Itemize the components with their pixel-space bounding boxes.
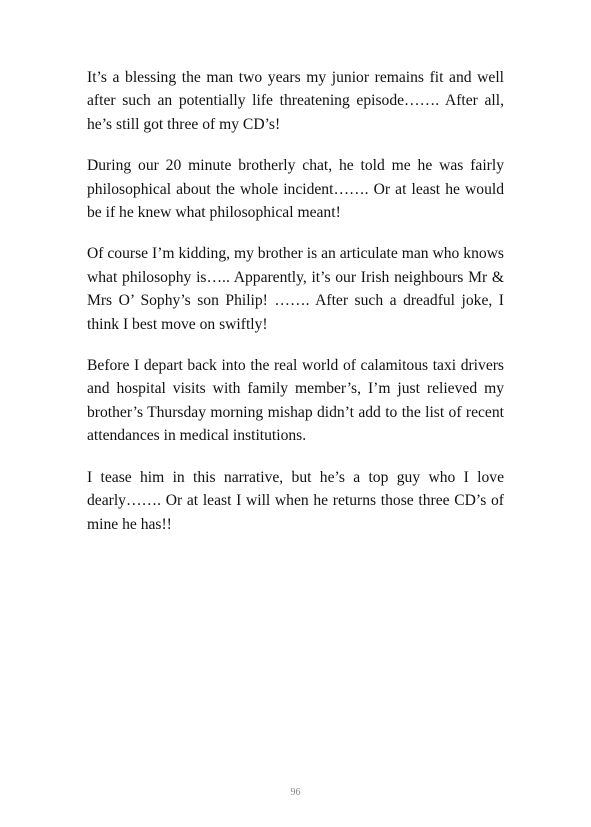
paragraph: I tease him in this narrative, but he’s a top guy who I love dearly……. Or at least I will when he returns those three CD’s of mine he has!!: [87, 468, 504, 533]
paragraph: During our 20 minute brotherly chat, he told me he was fairly philosophical about the whole incident……. Or at least he would be if he knew what philosophical meant!: [87, 157, 504, 222]
page-number: 96: [290, 787, 301, 798]
paragraph: Of course I’m kidding, my brother is an articulate man who knows what philosophy is….. Apparently, it’s our Irish neighbours Mr & Mrs O’ Sophy’s son Philip! ……. After such a dreadful joke, I think I best move on swiftly!: [87, 245, 504, 333]
paragraph: It’s a blessing the man two years my junior remains fit and well after such an potentially life threatening episode……. After all, he’s still got three of my CD’s!: [87, 69, 504, 133]
paragraph: Before I depart back into the real world of calamitous taxi drivers and hospital visits with family member’s, I’m just relieved my brother’s Thursday morning mishap didn’t add to the list of recent attendances in medical institutions.: [87, 357, 504, 445]
body-text: [87, 66, 504, 554]
